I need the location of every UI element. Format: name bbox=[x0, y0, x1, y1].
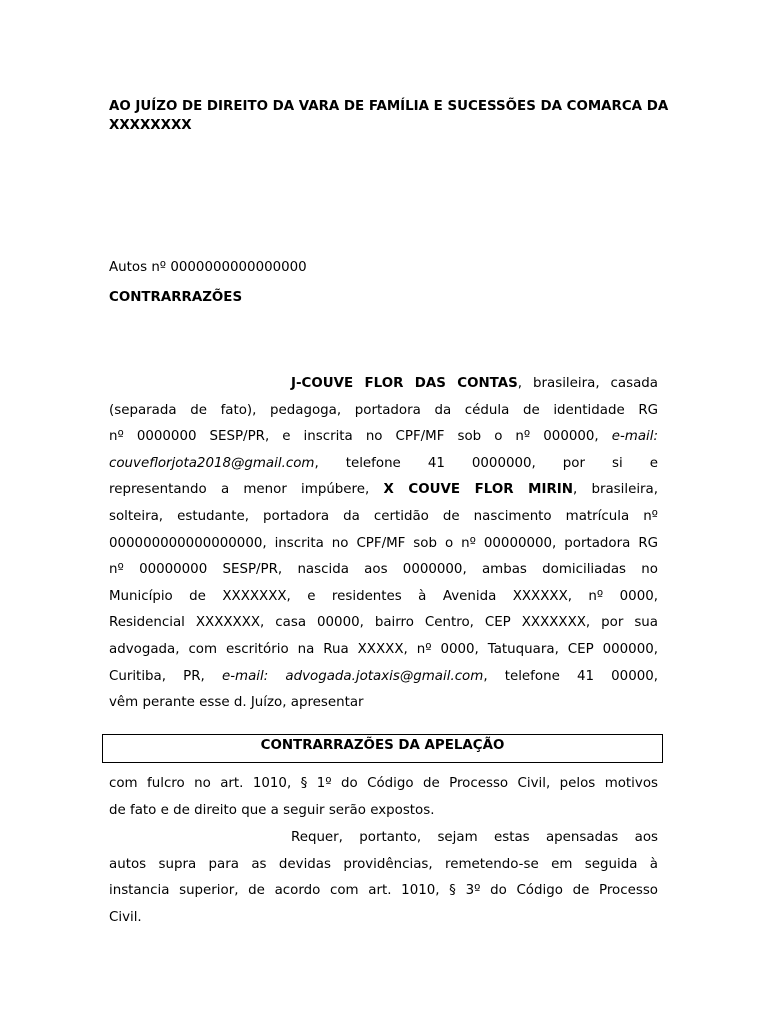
court-heading-line-1: AO JUÍZO DE DIREITO DA VARA DE FAMÍLIA E SUCESSÕES DA COMARCA DA bbox=[109, 99, 669, 114]
text-line: couveflorjota2018@gmail.com, telefone 41 0000000, por si e bbox=[109, 455, 658, 471]
text-line: nº 0000000 SESP/PR, e inscrita no CPF/MF sob o nº 000000, e-mail: bbox=[109, 429, 658, 445]
text-line: Residencial XXXXXXX, casa 00000, bairro Centro, CEP XXXXXXX, por sua bbox=[109, 615, 658, 631]
text-line: representando a menor impúbere, X COUVE FLOR MIRIN, brasileira, bbox=[109, 482, 658, 498]
text-line: 000000000000000000, inscrita no CPF/MF sob o nº 00000000, portadora RG bbox=[109, 535, 658, 551]
text-line: vêm perante esse d. Juízo, apresentar bbox=[109, 695, 364, 711]
text-line: Civil. bbox=[109, 909, 142, 925]
text-line: Requer, portanto, sejam estas apensadas aos bbox=[291, 830, 658, 845]
court-heading bbox=[109, 97, 669, 135]
document-title: CONTRARRAZÕES bbox=[109, 290, 243, 305]
text-line: de fato e de direito que a seguir serão expostos. bbox=[109, 802, 435, 818]
case-number: Autos nº 0000000000000000 bbox=[109, 260, 307, 275]
appeal-title: CONTRARRAZÕES DA APELAÇÃO bbox=[260, 738, 505, 753]
text-line: nº 00000000 SESP/PR, nascida aos 0000000, ambas domiciliadas no bbox=[109, 562, 658, 578]
party-email: couveflorjota2018@gmail.com bbox=[109, 455, 315, 471]
text-line: Curitiba, PR, e-mail: advogada.jotaxis@gmail.com, telefone 41 00000, bbox=[109, 668, 658, 684]
text-line: autos supra para as devidas providências, remetendo-se em seguida à bbox=[109, 856, 658, 872]
text-line: com fulcro no art. 1010, § 1º do Código de Processo Civil, pelos motivos bbox=[109, 776, 658, 791]
text-line: (separada de fato), pedagoga, portadora da cédula de identidade RG bbox=[109, 402, 658, 418]
text-line: J-COUVE FLOR DAS CONTAS, brasileira, casada bbox=[291, 376, 658, 391]
legal-basis-paragraph bbox=[109, 771, 658, 824]
minor-name: X COUVE FLOR MIRIN bbox=[383, 482, 573, 498]
court-heading-line-2: XXXXXXXX bbox=[109, 118, 192, 133]
party-qualification-paragraph bbox=[109, 371, 658, 717]
text-line: solteira, estudante, portadora da certidão de nascimento matrícula nº bbox=[109, 508, 658, 524]
text-line: advogada, com escritório na Rua XXXXX, nº 0000, Tatuquara, CEP 000000, bbox=[109, 641, 658, 657]
request-paragraph bbox=[109, 825, 658, 931]
appeal-title-box bbox=[102, 734, 663, 763]
party-name: J-COUVE FLOR DAS CONTAS bbox=[291, 376, 518, 391]
text-line: instancia superior, de acordo com art. 1010, § 3º do Código de Processo bbox=[109, 883, 658, 899]
lawyer-email: e-mail: advogada.jotaxis@gmail.com bbox=[221, 668, 484, 684]
text-line: Município de XXXXXXX, e residentes à Avenida XXXXXX, nº 0000, bbox=[109, 588, 658, 604]
